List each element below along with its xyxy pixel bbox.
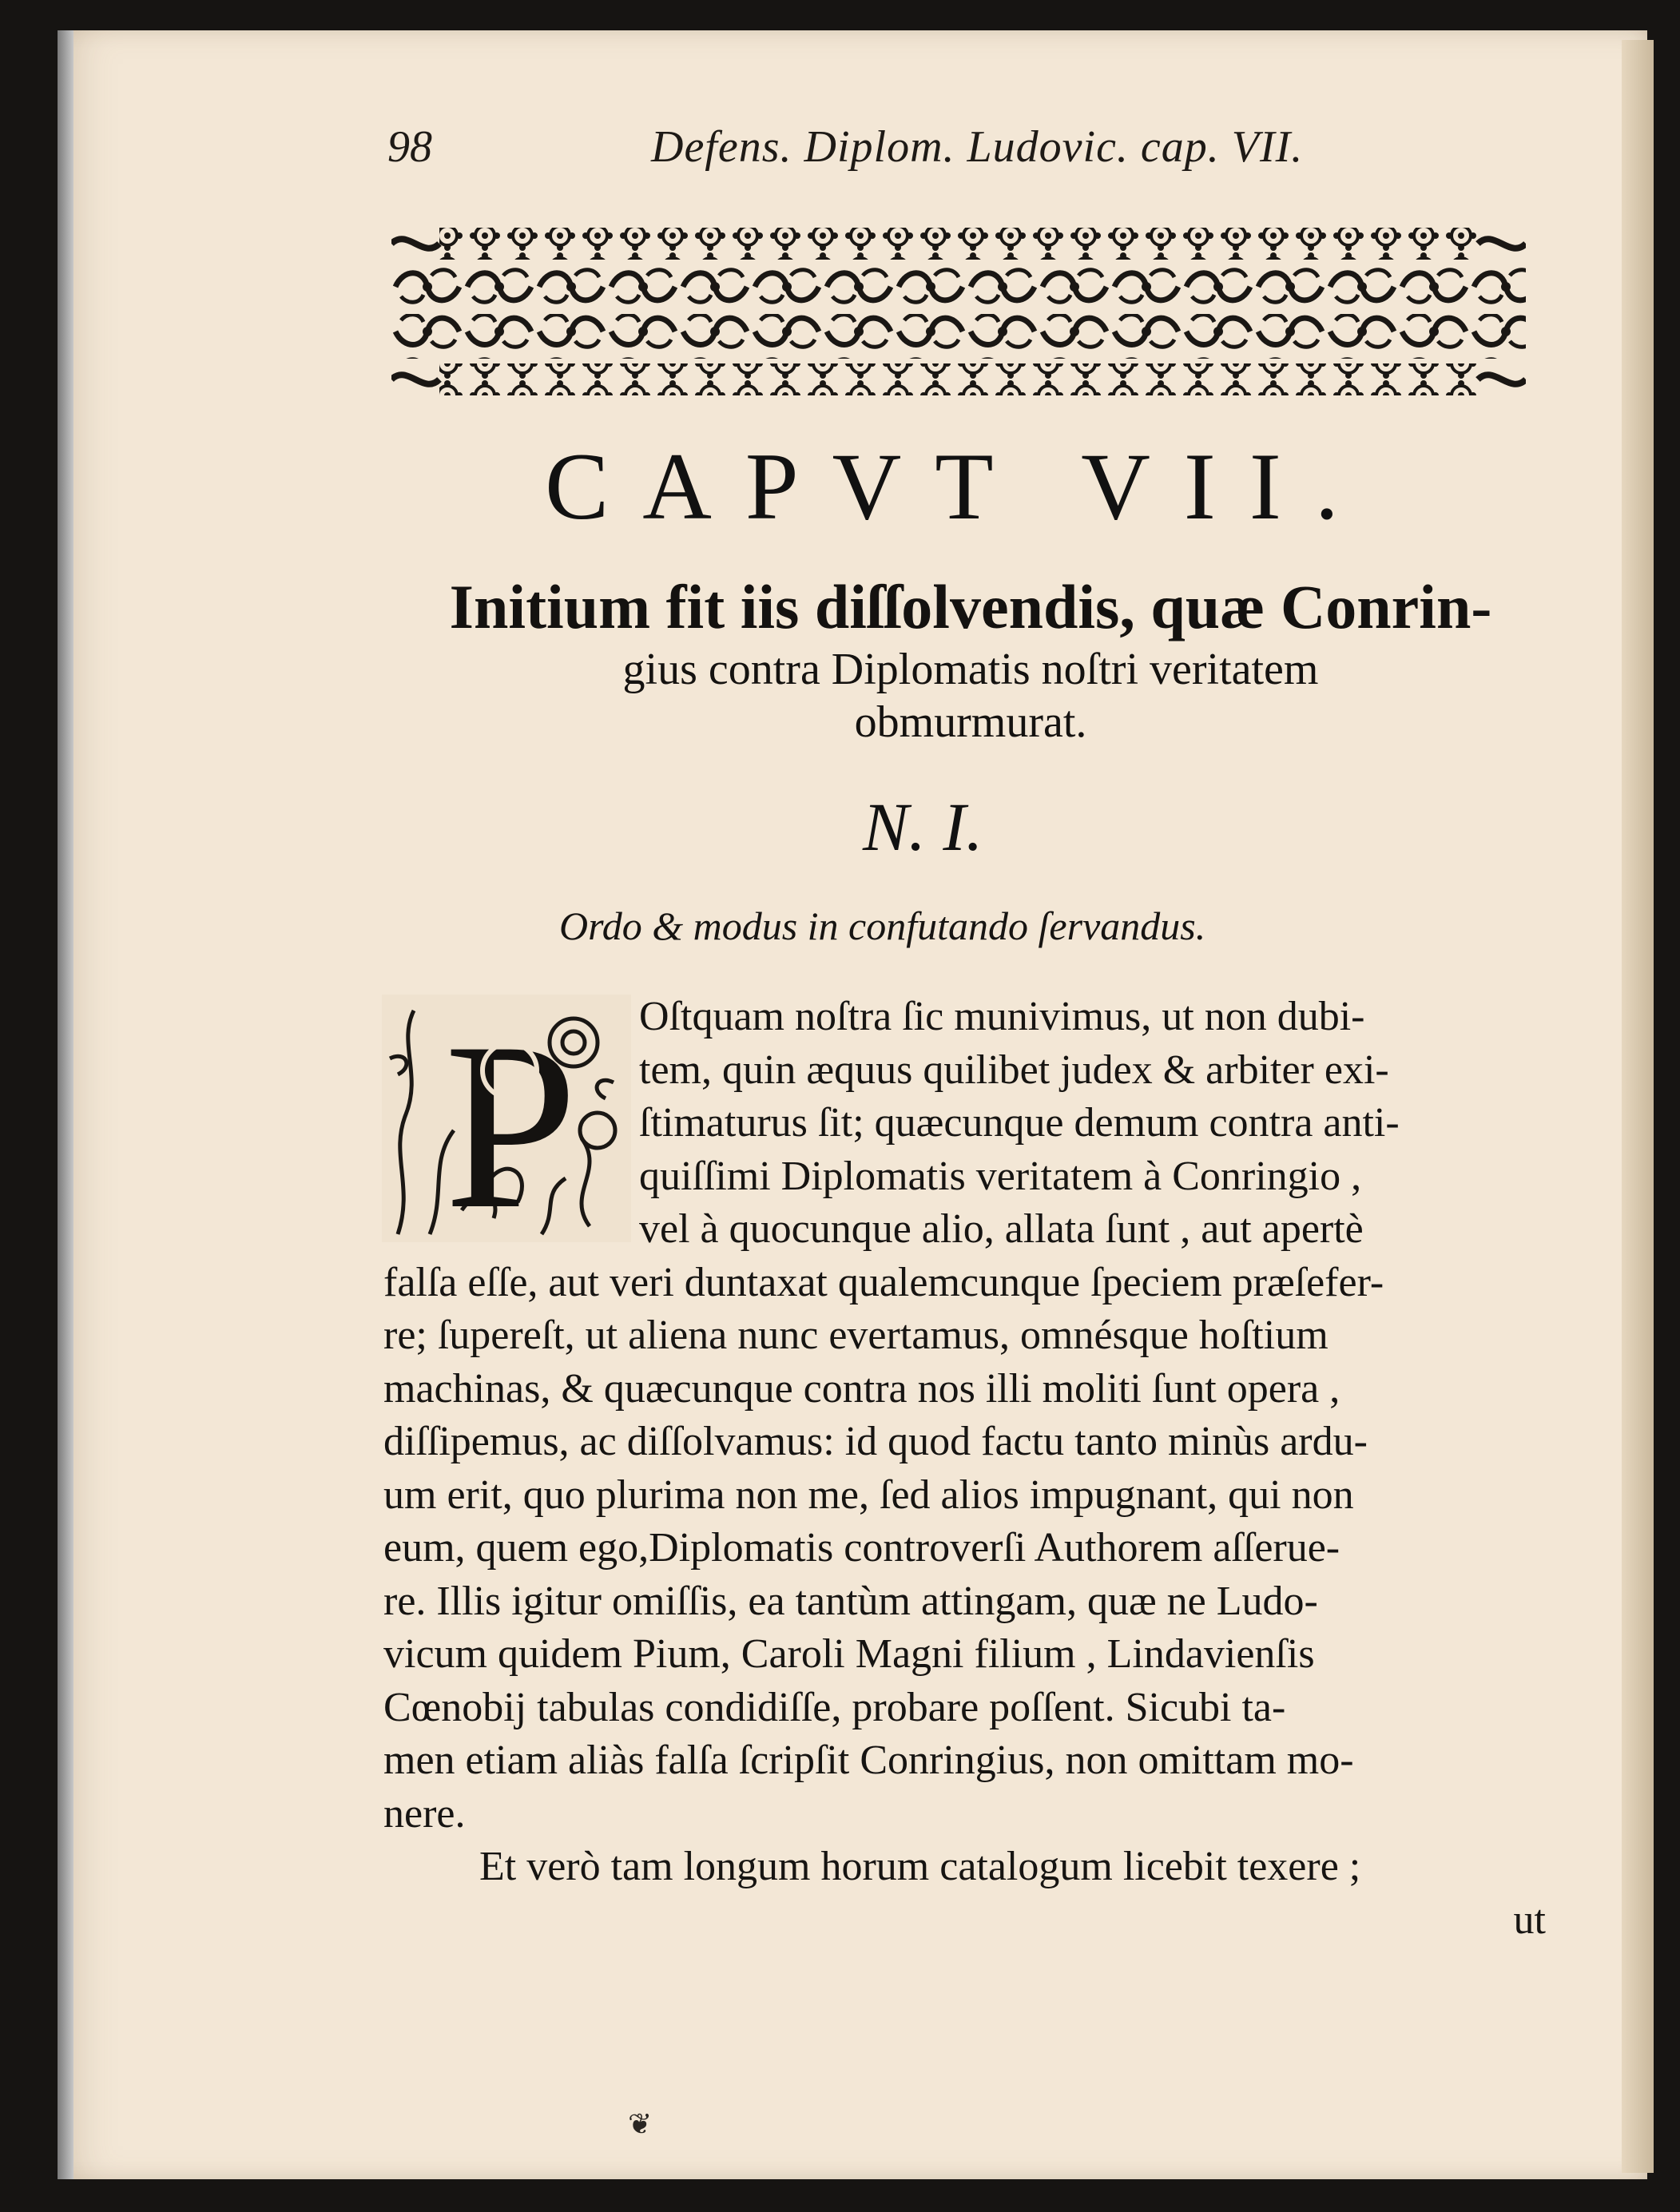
body-text <box>383 991 1546 1947</box>
text-line: Cœnobij tabulas condidiſſe, probare poſſent. Sicubi ta- <box>383 1684 1286 1730</box>
text-line: nere. <box>383 1790 466 1837</box>
page-number: 98 <box>387 122 432 172</box>
catchword: ut <box>1513 1896 1546 1943</box>
text-line: falſa eſſe, aut veri duntaxat qualemcunque ſpeciem præſefer- <box>383 1259 1384 1305</box>
page-edge <box>1622 40 1654 2173</box>
ornamental-band <box>391 220 1526 403</box>
text-line: quiſſimi Diplomatis veritatem à Conringio , <box>639 1153 1362 1199</box>
ornament-end-left <box>391 239 439 248</box>
text-line: Et verò tam longum horum catalogum licebit texere ; <box>479 1844 1361 1889</box>
running-head: Defens. Diplom. Ludovic. cap. VII. <box>651 122 1304 172</box>
page-gutter <box>58 30 73 2179</box>
ornament-end-right <box>1478 239 1526 248</box>
rosette-row-top <box>439 228 1478 260</box>
scroll-row-2 <box>391 314 1526 359</box>
chapter-title <box>387 571 1554 749</box>
section-subtitle: Ordo & modus in confutando ſervandus. <box>559 903 1206 948</box>
text-line: re; ſupereſt, ut aliena nunc evertamus, omnésque hoſtium <box>383 1313 1329 1358</box>
text-line: machinas, & quæcunque contra nos illi moliti ſunt opera , <box>383 1365 1340 1412</box>
scroll-row-1 <box>391 266 1526 311</box>
page-header <box>387 121 1562 185</box>
text-line: diſſipemus, ac diſſolvamus: id quod factu tanto minùs ardu- <box>383 1419 1368 1464</box>
chapter-title-line: obmurmurat. <box>854 697 1087 747</box>
chapter-title-line: gius contra Diplomatis noſtri veritatem <box>622 645 1319 694</box>
drop-cap-letter: P <box>444 995 578 1242</box>
rosette-row-bottom <box>439 363 1478 395</box>
text-line: um erit, quo plurima non me, ſed alios impugnant, qui non <box>383 1471 1354 1518</box>
chapter-title-line: Initium fit iis diſſolvendis, quæ Conrin- <box>449 572 1492 641</box>
text-line: ſtimaturus ſit; quæcunque demum contra anti- <box>639 1100 1400 1146</box>
chapter-heading: CAPVT VII. <box>545 433 1372 539</box>
section-number: N. I. <box>863 788 983 865</box>
text-line: vicum quidem Pium, Caroli Magni filium , Lindavienſis <box>383 1631 1315 1677</box>
text-line: men etiam aliàs falſa ſcripſit Conringius, non omittam mo- <box>383 1737 1354 1783</box>
text-line: Oſtquam noſtra ſic munivimus, ut non dubi- <box>639 994 1365 1039</box>
text-line: vel à quocunque alio, allata ſunt , aut apertè <box>639 1206 1364 1252</box>
text-line: re. Illis igitur omiſſis, ea tantùm attingam, quæ ne Ludo- <box>383 1578 1318 1624</box>
text-line: tem, quin æquus quilibet judex & arbiter exi- <box>639 1046 1389 1093</box>
text-line: eum, quem ego,Diplomatis controverſi Authorem aſſerue- <box>383 1525 1340 1571</box>
ink-blot: ❦ <box>628 2108 653 2140</box>
